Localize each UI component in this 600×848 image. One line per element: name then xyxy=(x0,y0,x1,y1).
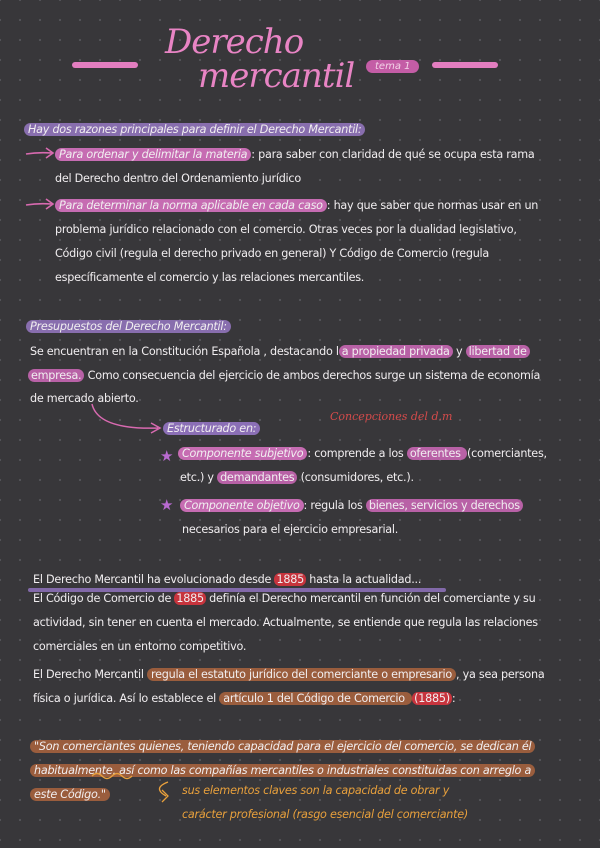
p1-highlight-propiedad: a propiedad privada xyxy=(339,345,453,358)
reason-2 xyxy=(55,199,538,212)
regula-line1 xyxy=(33,668,544,681)
reason-2-line4: específicamente el comercio y las relaciones mercantiles. xyxy=(55,271,365,284)
section1-intro-text: Hay dos razones principales para definir el Derecho Mercantil: xyxy=(24,123,365,136)
p2-text: Como consecuencia del ejercicio de ambos derechos surge un sistema de economía xyxy=(84,369,541,382)
cs-text: : comprende a los xyxy=(307,447,407,460)
reason-2-highlight: Para determinar la norma aplicable en cada caso xyxy=(55,199,327,212)
evolution-line3: actividad, sin tener en cuenta el mercado. Actualmente, se entiende que regula las relaciones xyxy=(33,616,538,629)
arrow-icon xyxy=(24,197,56,211)
reason-1 xyxy=(55,148,535,161)
quote-line1 xyxy=(30,740,535,753)
p1-text-b: y xyxy=(452,345,466,358)
componente-objetivo-line2: necesarios para el ejercicio empresarial. xyxy=(182,523,399,536)
componente-subjetivo xyxy=(178,447,547,460)
reason-2-line3: Código civil (regula el derecho privado en general) Y Código de Comercio (regula xyxy=(55,247,490,260)
regula-line2 xyxy=(33,692,455,705)
l1-text-b: hasta la actualidad... xyxy=(305,573,422,586)
l5-text: El Derecho Mercantil xyxy=(33,668,148,681)
presupuestos-line3: de mercado abierto. xyxy=(30,392,139,405)
cs-highlight: Componente subjetivo xyxy=(178,447,307,460)
page-title-line1: Derecho xyxy=(165,22,304,62)
cs-text-b: (comerciantes, xyxy=(466,447,547,460)
cs-highlight-demandantes: demandantes xyxy=(217,471,297,484)
reason-2-text: : hay que saber que normas usar en un xyxy=(326,199,539,212)
p1-text: Se encuentran en la Constitución Española , destacando l xyxy=(30,345,339,358)
structured-label xyxy=(163,422,260,435)
structured-text: Estructurado en: xyxy=(163,422,260,435)
cs-highlight-oferentes: oferentes xyxy=(407,447,467,460)
co-text: : regula los xyxy=(303,499,366,512)
quote-text-1: "Son comerciantes quienes, teniendo capacidad para el ejercicio del comercio, se dedican él xyxy=(30,740,535,753)
reason-2-line2: problema jurídico relacionado con el comercio. Otras veces por la dualidad legislativo, xyxy=(55,223,517,236)
page-title-line2: mercantil xyxy=(198,56,355,96)
l6-highlight: artículo 1 del Código de Comercio xyxy=(219,692,412,705)
componente-objetivo xyxy=(180,499,523,512)
title-dash-left xyxy=(72,62,138,68)
arrow-icon xyxy=(24,146,56,160)
l2-text: El Código de Comercio de xyxy=(33,592,175,605)
concepciones-label: Concepciones del d.m xyxy=(330,410,453,423)
l6-text: física o jurídica. Así lo establece el xyxy=(33,692,220,705)
section2-heading xyxy=(26,320,231,333)
l6-year: (1885) xyxy=(414,692,450,705)
p2-highlight-empresa: empresa. xyxy=(28,369,84,382)
l1-text: El Derecho Mercantil ha evolucionado desde xyxy=(33,573,275,586)
wavy-underline-icon xyxy=(86,758,206,808)
curved-arrow-icon xyxy=(88,400,168,440)
evolution-line4: comerciales en un entorno competitivo. xyxy=(33,640,247,653)
l6-text-b: : xyxy=(451,692,456,705)
presupuestos-line2 xyxy=(28,369,540,382)
quote-text-2: habitualmente, así como las compañías mercantiles o industriales constituidas con arreglo a xyxy=(30,764,535,777)
evolution-line1 xyxy=(33,573,421,586)
l1-year: 1885 xyxy=(276,573,304,586)
note-line1: sus elementos claves son la capacidad de obrar y xyxy=(182,784,450,797)
title-dash-right xyxy=(432,62,498,68)
l5-text-b: , ya sea persona xyxy=(455,668,545,681)
section1-intro xyxy=(24,123,365,136)
presupuestos-line1 xyxy=(30,345,530,358)
section2-heading-text: Presupuestos del Derecho Mercantil: xyxy=(26,320,231,333)
topic-badge: tema 1 xyxy=(366,60,419,73)
quote-text-3: este Código." xyxy=(30,788,110,801)
co-highlight-bienes: bienes, servicios y derechos xyxy=(366,499,523,512)
l2-year: 1885 xyxy=(176,592,204,605)
reason-1-text: : para saber con claridad de qué se ocupa esta rama xyxy=(251,148,535,161)
star-icon: ★ xyxy=(160,447,174,465)
note-line2: carácter profesional (rasgo esencial del comerciante) xyxy=(182,808,469,821)
co-highlight: Componente objetivo xyxy=(180,499,304,512)
star-icon: ★ xyxy=(160,496,174,514)
componente-subjetivo-line2 xyxy=(180,471,414,484)
reason-1-line2: del Derecho dentro del Ordenamiento jurídico xyxy=(55,172,301,185)
cs-text-d: (consumidores, etc.). xyxy=(297,471,414,484)
reason-1-highlight: Para ordenar y delimitar la materia xyxy=(55,148,251,161)
l2-text-b: definía el Derecho mercantil en función del comerciante y su xyxy=(205,592,536,605)
p1-highlight-libertad: libertad de xyxy=(466,345,530,358)
cs-text-c: etc.) y xyxy=(180,471,218,484)
evolution-line2 xyxy=(33,592,535,605)
l5-highlight: regula el estatuto jurídico del comerciante o empresario xyxy=(147,668,456,681)
